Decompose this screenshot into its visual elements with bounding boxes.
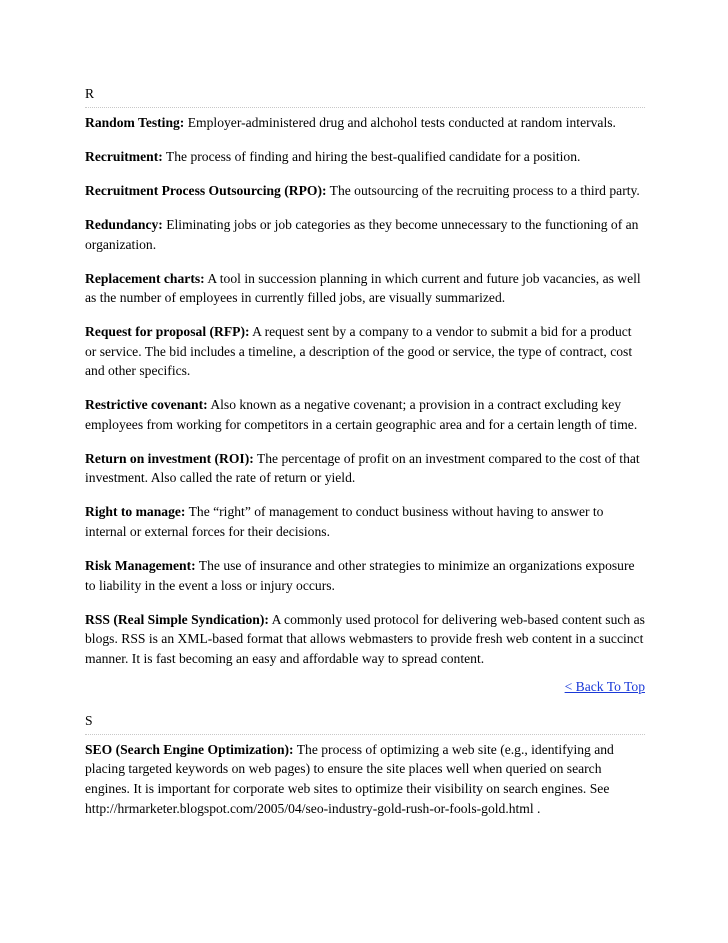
section-divider bbox=[85, 107, 645, 108]
glossary-entry-redundancy bbox=[85, 215, 645, 254]
glossary-entry-rss bbox=[85, 610, 645, 669]
entry-term: Random Testing: bbox=[85, 115, 185, 130]
section-s bbox=[85, 711, 645, 818]
entry-definition: A request sent by a company to a vendor to submit a bid for a product or service. The bid includes a timeline, a description of the good or service, the type of contract, cost and other specifics. bbox=[85, 324, 633, 379]
glossary-entry-rpo bbox=[85, 181, 645, 201]
glossary-entry-risk-management bbox=[85, 556, 645, 595]
entry-definition: Eliminating jobs or job categories as they become unnecessary to the functioning of an organization. bbox=[85, 216, 639, 252]
entry-term: Recruitment Process Outsourcing (RPO): bbox=[85, 182, 327, 198]
back-to-top-row bbox=[85, 677, 645, 697]
entry-definition: The process of optimizing a web site (e.g., identifying and placing targeted keywords on web pages) to ensure the site places well when queried on search engines. It is important for corporate web sites to optimize their visibility on search engines. See http://hrmarketer.blogspot.com/2005/04/seo-industry-gold-rush-or-fools-gold.html . bbox=[85, 741, 614, 816]
entry-definition: The process of finding and hiring the best-qualified candidate for a position. bbox=[162, 148, 581, 164]
section-letter-r: R bbox=[85, 86, 95, 101]
entry-term: Request for proposal (RFP): bbox=[85, 324, 250, 340]
entry-term: Risk Management: bbox=[85, 558, 196, 574]
entry-term: RSS (Real Simple Syndication): bbox=[85, 611, 269, 627]
entry-term: Return on investment (ROI): bbox=[85, 450, 254, 466]
entry-term: Redundancy: bbox=[85, 216, 163, 232]
entry-definition: The percentage of profit on an investment compared to the cost of that investment. Also called the rate of return or yield. bbox=[85, 450, 640, 486]
entry-term: Right to manage: bbox=[85, 504, 186, 520]
section-divider bbox=[85, 734, 645, 735]
entry-term: Restrictive covenant: bbox=[85, 397, 208, 413]
entry-definition: Employer-administered drug and alchohol tests conducted at random intervals. bbox=[184, 115, 616, 130]
section-r bbox=[85, 84, 645, 697]
glossary-entry-replacement-charts bbox=[85, 269, 645, 308]
glossary-entry-random-testing bbox=[85, 113, 645, 133]
entry-definition: The outsourcing of the recruiting process to a third party. bbox=[326, 182, 640, 198]
glossary-page bbox=[85, 84, 645, 833]
entry-term: SEO (Search Engine Optimization): bbox=[85, 741, 294, 757]
back-to-top-link[interactable]: < Back To Top bbox=[564, 678, 645, 694]
glossary-entry-seo bbox=[85, 740, 645, 818]
entry-definition: A tool in succession planning in which current and future job vacancies, as well as the number of employees in currently filled jobs, are visually summarized. bbox=[85, 270, 641, 306]
entry-definition: Also known as a negative covenant; a provision in a contract excluding key employees from working for competitors in a certain geographic area and for a certain length of time. bbox=[85, 397, 638, 432]
entry-definition: The “right” of management to conduct business without having to answer to internal or external forces for their decisions. bbox=[85, 504, 604, 540]
entry-term: Replacement charts: bbox=[85, 270, 205, 286]
glossary-entry-recruitment bbox=[85, 147, 645, 167]
entry-definition: The use of insurance and other strategies to minimize an organizations exposure to liability in the event a loss or injury occurs. bbox=[85, 558, 635, 593]
entry-definition: A commonly used protocol for delivering web-based content such as blogs. RSS is an XML-based format that allows webmasters to provide fresh web content in a succinct manner. It is fast becoming an easy and affordable way to spread content. bbox=[85, 611, 645, 666]
glossary-entry-right-to-manage bbox=[85, 502, 645, 541]
section-letter-s: S bbox=[85, 712, 93, 728]
glossary-entry-rfp bbox=[85, 322, 645, 381]
entry-term: Recruitment: bbox=[85, 148, 163, 164]
glossary-entry-restrictive-covenant bbox=[85, 395, 645, 434]
glossary-entry-roi bbox=[85, 449, 645, 488]
